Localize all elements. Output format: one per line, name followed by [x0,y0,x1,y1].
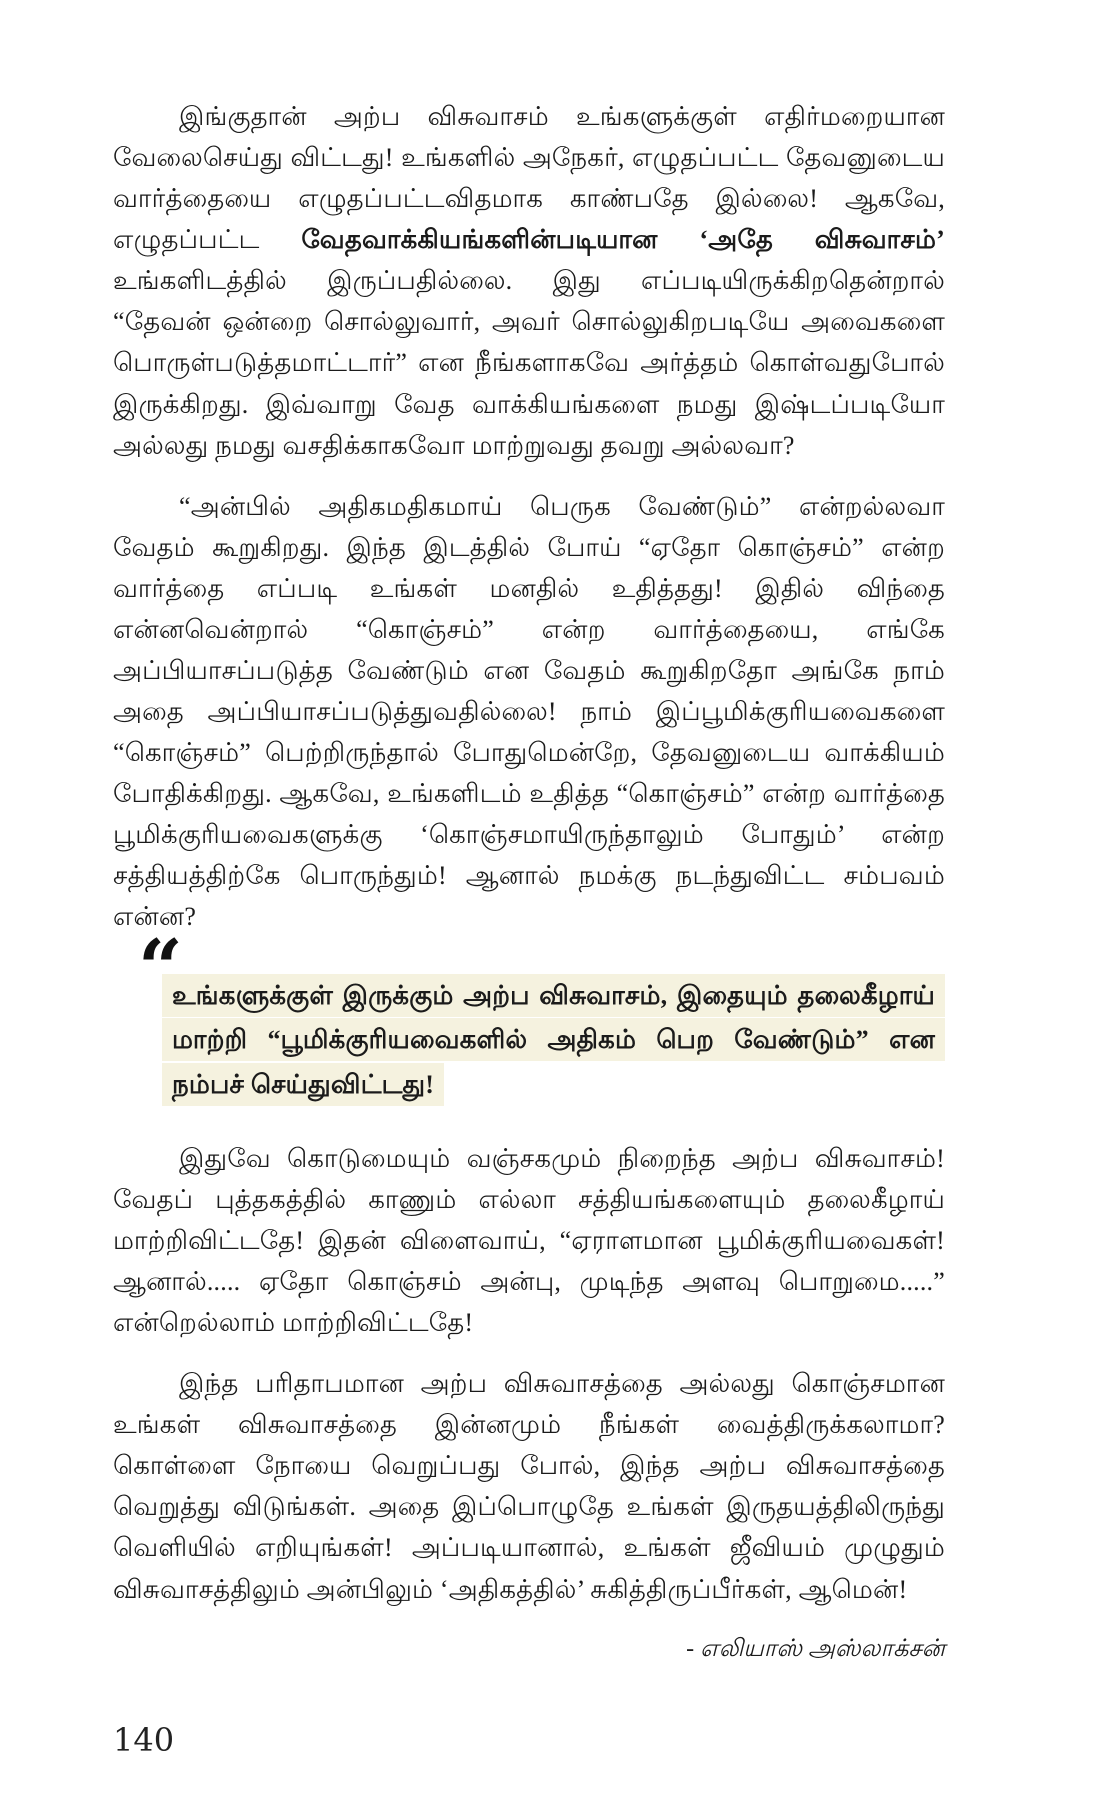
paragraph-3-text: இதுவே கொடுமையும் வஞ்சகமும் நிறைந்த அற்ப விசுவாசம்! வேதப் புத்தகத்தில் காணும் எல்லா சத்தியங்களையும் தலைகீழாய் மாற்றிவிட்டதே! இதன் விளைவாய், “ஏராளமான பூமிக்குரியவைகள்! ஆனால்..... ஏதோ கொஞ்சம் அன்பு, முடிந்த அளவு பொறுமை.....” என்றெல்லாம் மாற்றிவிட்டதே! [113,1143,945,1338]
quote-emphasis-phrase: “பூமிக்குரியவைகளில் அதிகம் பெற வேண்டும்” [267,1025,869,1055]
paragraph-2-text: “அன்பில் அதிகமதிகமாய் பெருக வேண்டும்” என்றல்லவா வேதம் கூறுகிறது. இந்த இடத்தில் போய் “ஏதோ கொஞ்சம்” என்ற வார்த்தை எப்படி உங்கள் மனதில் உதித்தது! இதில் விந்தை என்னவென்றால் “கொஞ்சம்” என்ற வார்த்தையை, எங்கே அப்பியாசப்படுத்த வேண்டும் என வேதம் கூறுகிறதோ அங்கே நாம் அதை அப்பியாசப்படுத்துவதில்லை! நாம் இப்பூமிக்குரியவைகளை “கொஞ்சம்” பெற்றிருந்தால் போதுமென்றே, தேவனுடைய வாக்கியம் போதிக்கிறது. ஆகவே, உங்களிடம் உதித்த “கொஞ்சம்” என்ற வார்த்தை பூமிக்குரியவைகளுக்கு ‘கொஞ்சமாயிருந்தாலும் போதும்’ என்ற சத்தியத்திற்கே பொருந்தும்! ஆனால் நமக்கு நடந்துவிட்ட சம்பவம் என்ன? [113,491,945,932]
paragraph-2 [113,486,945,938]
paragraph-1 [113,96,945,466]
paragraph-3 [113,1138,945,1343]
quote-text-start: உங்களுக்குள் இருக்கும் அற்ப விசுவாசம், இதையும் தலைகீழாய் மாற்றி [172,980,935,1055]
paragraph-1-bold-phrase: வேதவாக்கியங்களின்படியான ‘அதே விசுவாசம்’ [301,225,945,255]
pull-quote [138,922,945,1108]
open-quote-icon: “ [138,922,183,1014]
page-number: 140 [113,1720,175,1759]
paragraph-1-text: இங்குதான் அற்ப விசுவாசம் உங்களுக்குள் எதிர்மறையான வேலைசெய்து விட்டது! உங்களில் அநேகர், எழுதப்பட்ட தேவனுடைய வார்த்தையை எழுதப்பட்டவிதமாக காண்பதே இல்லை! ஆகவே, எழுதப்பட்ட [113,102,945,255]
quote-text-end: என நம்பச் செய்துவிட்டது! [172,1025,935,1099]
pull-quote-text [162,974,945,1108]
paragraph-4-text: இந்த பரிதாபமான அற்ப விசுவாசத்தை அல்லது கொஞ்சமான உங்கள் விசுவாசத்தை இன்னமும் நீங்கள் வைத்திருக்கலாமா? கொள்ளை நோயை வெறுப்பது போல், இந்த அற்ப விசுவாசத்தை வெறுத்து விடுங்கள். அதை இப்பொழுதே உங்கள் இருதயத்திலிருந்து வெளியில் எறியுங்கள்! அப்படியானால், உங்கள் ஜீவியம் முழுதும் விசுவாசத்திலும் அன்பிலும் ‘அதிகத்தில்’ சுகித்திருப்பீர்கள், ஆமென்! [113,1369,945,1604]
paragraph-4 [113,1363,945,1609]
author-signature: - எலியாஸ் அஸ்லாக்சன் [686,1635,945,1662]
paragraph-1-text-continued: உங்களிடத்தில் இருப்பதில்லை. இது எப்படியிருக்கிறதென்றால் “தேவன் ஒன்றை சொல்லுவார், அவர் சொல்லுகிறபடியே அவைகளை பொருள்படுத்தமாட்டார்” என நீங்களாகவே அர்த்தம் கொள்வதுபோல் இருக்கிறது. இவ்வாறு வேத வாக்கியங்களை நமது இஷ்டப்படியோ அல்லது நமது வசதிக்காகவோ மாற்றுவது தவறு அல்லவா? [113,266,945,460]
highlighted-quote [162,974,945,1106]
